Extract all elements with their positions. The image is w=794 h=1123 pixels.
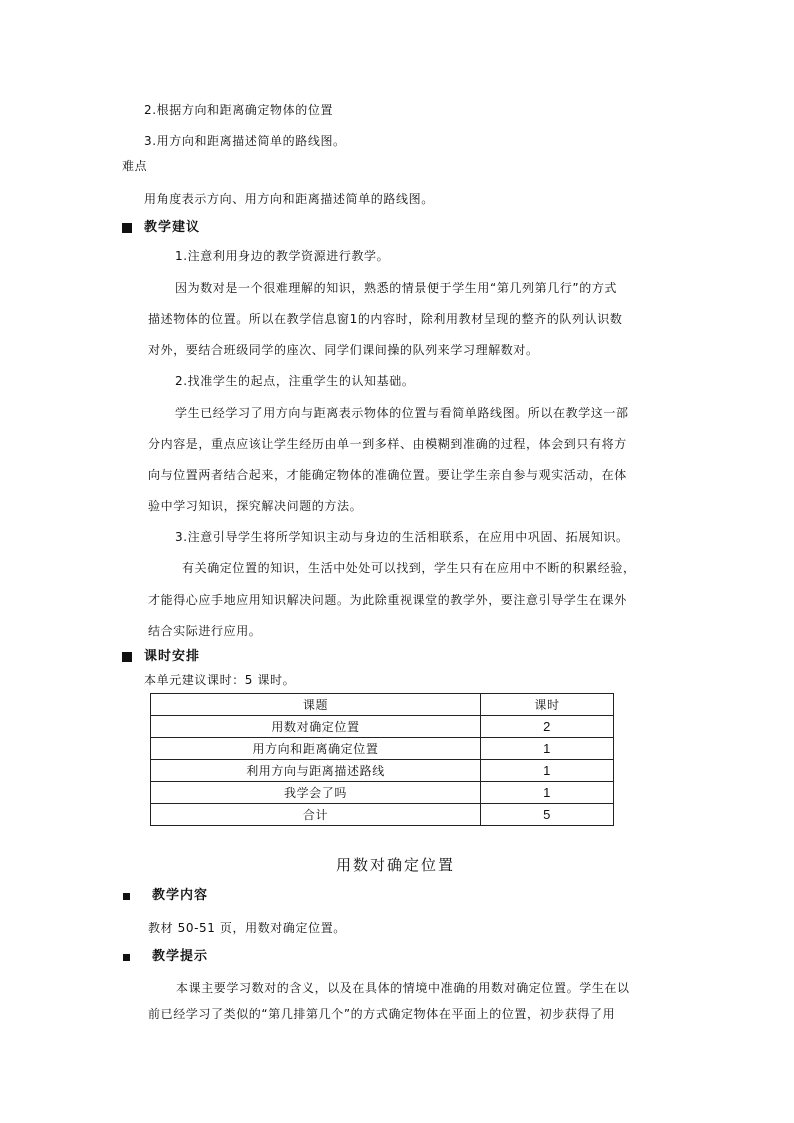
table-row [151, 716, 614, 738]
advice-point-2-line: 学生已经学习了用方向与距离表示物体的位置与看简单路线图。所以在教学这一部 [175, 406, 629, 420]
schedule-heading: 课时安排 [144, 649, 201, 664]
advice-point-3-title: 3.注意引导学生将所学知识主动与身边的生活相联系，在应用中巩固、拓展知识。 [175, 530, 629, 544]
hours-cell: 1 [481, 782, 614, 804]
section-bullet-icon [122, 652, 132, 662]
teaching-hint-line: 前已经学习了类似的“第几排第几个”的方式确定物体在平面上的位置，初步获得了用 [148, 1007, 616, 1021]
goal-item-3: 3.用方向和距离描述简单的路线图。 [144, 134, 346, 148]
advice-point-1-line: 描述物体的位置。所以在教学信息窗1的内容时，除利用教材呈现的整齐的队列认识数 [148, 312, 623, 326]
topic-cell: 用方向和距离确定位置 [151, 738, 481, 760]
advice-point-3-line: 才能得心应手地应用知识解决问题。为此除重视课堂的教学外，要注意引导学生在课外 [148, 593, 627, 607]
teaching-content-text: 教材 50-51 页，用数对确定位置。 [148, 921, 346, 935]
table-header-row [151, 694, 614, 716]
teaching-hint-heading: 教学提示 [152, 949, 209, 964]
advice-point-2-line: 验中学习知识，探究解决问题的方法。 [148, 499, 363, 513]
advice-point-1-line: 因为数对是一个很难理解的知识，熟悉的情景便于学生用“第几列第几行”的方式 [175, 281, 618, 295]
table-row [151, 804, 614, 826]
topic-cell: 我学会了吗 [151, 782, 481, 804]
difficulty-text: 用角度表示方向、用方向和距离描述简单的路线图。 [144, 192, 434, 206]
column-header-hours: 课时 [481, 694, 614, 716]
topic-cell: 用数对确定位置 [151, 716, 481, 738]
advice-point-3-line: 有关确定位置的知识，生活中处处可以找到，学生只有在应用中不断的积累经验， [182, 561, 636, 575]
goal-item-2: 2.根据方向和距离确定物体的位置 [144, 103, 334, 117]
hours-cell: 1 [481, 738, 614, 760]
table-row [151, 738, 614, 760]
difficulty-label: 难点 [122, 159, 148, 173]
advice-point-1-title: 1.注意利用身边的教学资源进行教学。 [175, 249, 390, 263]
teaching-content-heading: 教学内容 [152, 888, 209, 903]
advice-point-2-line: 向与位置两者结合起来，才能确定物体的准确位置。要让学生亲自参与观实活动，在体 [148, 468, 627, 482]
advice-point-3-line: 结合实际进行应用。 [148, 624, 262, 638]
advice-point-1-line: 对外，要结合班级同学的座次、同学们课间操的队列来学习理解数对。 [148, 343, 539, 357]
hours-cell: 5 [481, 804, 614, 826]
advice-point-2-title: 2.找准学生的起点，注重学生的认知基础。 [175, 374, 415, 388]
topic-cell: 利用方向与距离描述路线 [151, 760, 481, 782]
hours-cell: 2 [481, 716, 614, 738]
section-bullet-icon [123, 893, 130, 900]
section-bullet-icon [122, 223, 132, 233]
lesson-title: 用数对确定位置 [336, 856, 456, 874]
schedule-intro: 本单元建议课时：5 课时。 [144, 673, 296, 687]
table-row [151, 760, 614, 782]
hours-cell: 1 [481, 760, 614, 782]
topic-cell: 合计 [151, 804, 481, 826]
column-header-topic: 课题 [151, 694, 481, 716]
section-bullet-icon [123, 954, 130, 961]
advice-point-2-line: 分内容是，重点应该让学生经历由单一到多样、由模糊到准确的过程，体会到只有将方 [148, 437, 627, 451]
teaching-hint-line: 本课主要学习数对的含义，以及在具体的情境中准确的用数对确定位置。学生在以 [176, 981, 630, 995]
teaching-advice-heading: 教学建议 [144, 220, 201, 235]
schedule-table [150, 693, 614, 826]
table-row [151, 782, 614, 804]
